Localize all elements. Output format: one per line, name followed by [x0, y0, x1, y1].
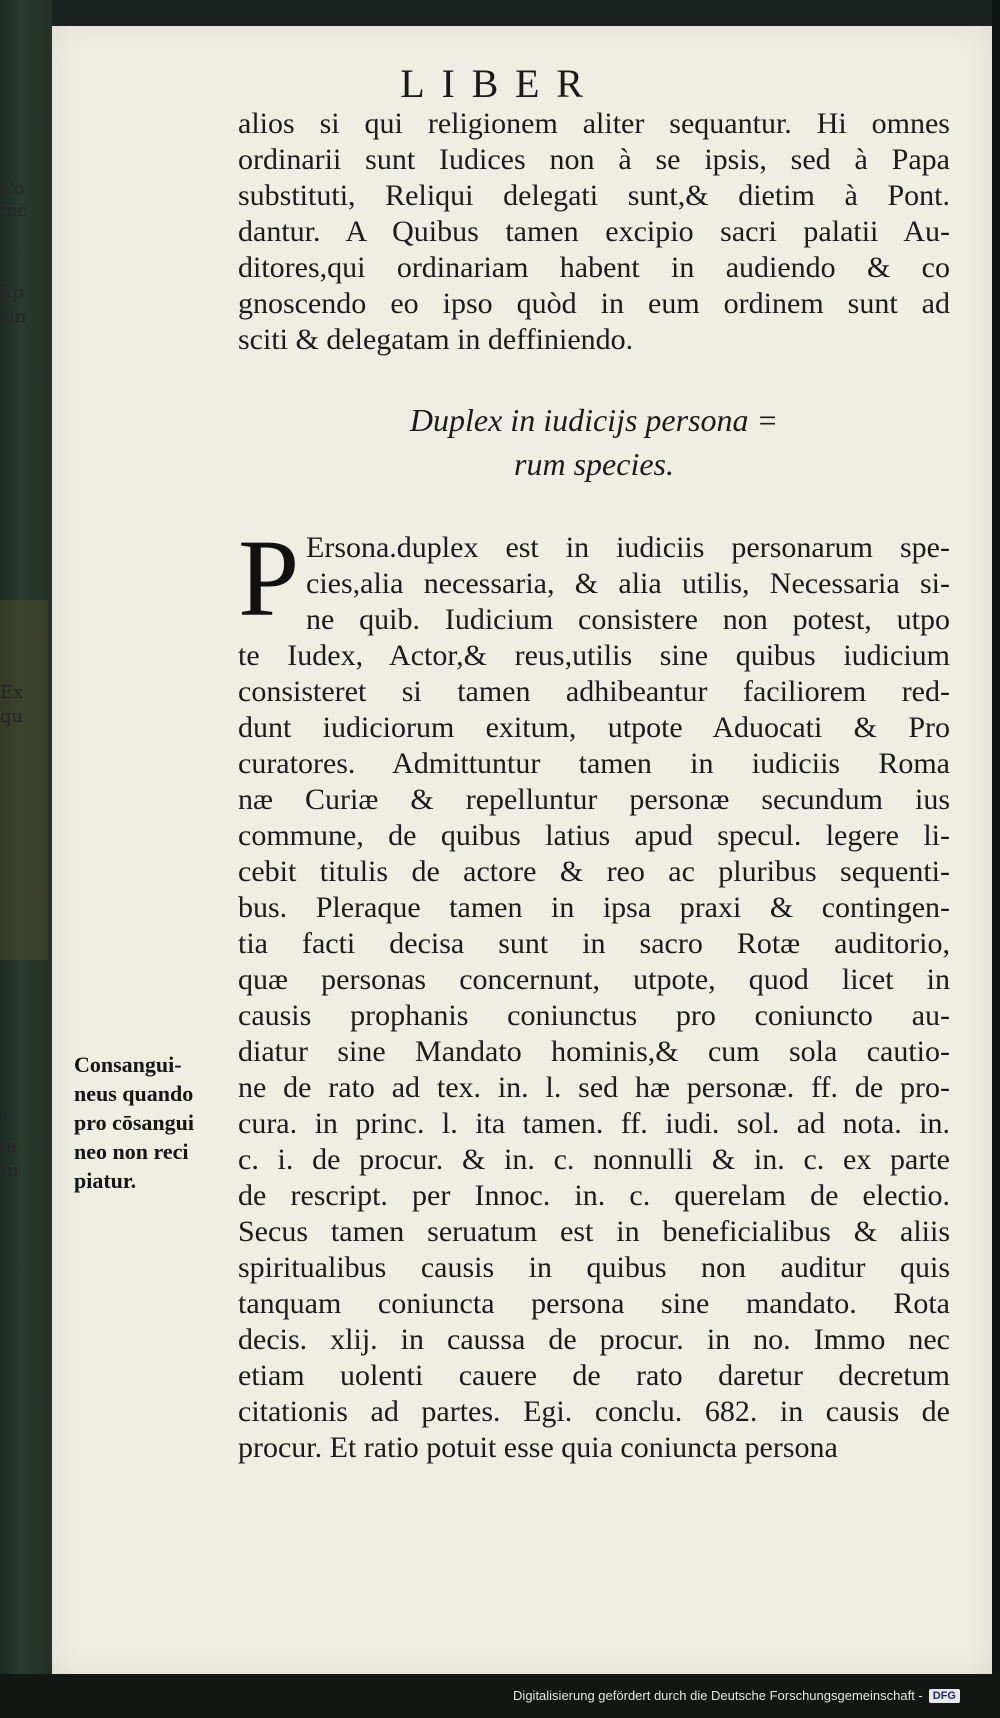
body-paragraph: [238, 517, 950, 1466]
text-line: spiritualibus causis in quibus non auditur quis: [238, 1251, 950, 1284]
bleed-fragment: dic: [0, 200, 28, 221]
text-line: cies,alia necessaria, & alia utilis, Necessaria si-: [306, 567, 950, 600]
text-line: procur. Et ratio potuit esse quia coniuncta persona: [238, 1431, 838, 1464]
heading-line: Duplex in iudicijs persona =: [409, 402, 779, 438]
text-line: bus. Pleraque tamen in ipsa praxi & contingen-: [238, 891, 950, 924]
bleed-fragment: T: [0, 1110, 13, 1131]
bleed-fragment: fa: [0, 1136, 18, 1157]
scan-right-edge: [992, 0, 1000, 1718]
text-line: tia facti decisa sunt in sacro Rotæ auditorio,: [238, 927, 950, 960]
text-line: Secus tamen seruatum est in beneficialibus & aliis: [238, 1215, 950, 1248]
bleed-fragment: Sp: [0, 282, 24, 303]
top-paragraph: [238, 106, 950, 358]
margin-note-line: Consangui-: [74, 1052, 182, 1077]
text-line: ne de rato ad tex. in. l. sed hæ personæ. ff. de pro-: [238, 1071, 950, 1104]
margin-note-line: neo non reci: [74, 1139, 189, 1164]
digitization-footer: [513, 1688, 960, 1703]
scan-left-edge: [0, 0, 52, 1718]
text-line: alios si qui religionem aliter sequantur. Hi omnes: [238, 107, 950, 140]
text-line: sciti & delegatam in deffiniendo.: [238, 323, 634, 356]
text-line: c. i. de procur. & in. c. nonnulli & in. c. ex parte: [238, 1143, 950, 1176]
text-line: gnoscendo eo ipso quòd in eum ordinem sunt ad: [238, 287, 950, 320]
margin-note: [74, 1050, 234, 1195]
running-head: LIBER: [400, 61, 600, 106]
text-line: te Iudex, Actor,& reus,utilis sine quibus iudicium: [238, 639, 950, 672]
text-line: diatur sine Mandato hominis,& cum sola cautio-: [238, 1035, 950, 1068]
bleed-fragment: sin: [0, 306, 27, 327]
footer-text: Digitalisierung gefördert durch die Deutsche Forschungsgemeinschaft -: [513, 1688, 923, 1703]
text-line: commune, de quibus latius apud specul. legere li-: [238, 819, 950, 852]
bleed-fragment: qu: [0, 706, 24, 727]
text-line: ne quib. Iudicium consistere non potest, utpo: [306, 603, 950, 636]
margin-note-line: pro cōsangui: [74, 1110, 195, 1135]
text-line: quæ personas concernunt, utpote, quod licet in: [238, 963, 950, 996]
text-line: cebit titulis de actore & reo ac pluribus sequenti-: [238, 855, 950, 888]
bleed-fragment: tu: [0, 1160, 19, 1181]
text-line: cura. in princ. l. ita tamen. ff. iudi. sol. ad nota. in.: [238, 1107, 950, 1140]
text-line: dantur. A Quibus tamen excipio sacri palatii Au-: [238, 215, 950, 248]
text-line: Ersona.duplex est in iudiciis personarum spe-: [306, 531, 950, 564]
text-line: ditores,qui ordinariam habent in audiendo & co: [238, 251, 950, 284]
margin-note-line: piatur.: [74, 1168, 137, 1193]
text-line: consisteret si tamen adhibeantur faciliorem red-: [238, 675, 950, 708]
drop-cap: P: [238, 517, 300, 639]
dfg-logo-icon: DFG: [929, 1689, 960, 1703]
text-line: decis. xlij. in caussa de procur. in no. Immo nec: [238, 1323, 950, 1356]
text-line: de rescript. per Innoc. in. c. querelam de electio.: [238, 1179, 950, 1212]
text-line: curatores. Admittuntur tamen in iudiciis Roma: [238, 747, 950, 780]
facing-page-sliver: [0, 600, 48, 960]
margin-note-line: neus quando: [74, 1081, 194, 1106]
text-line: tanquam coniuncta persona sine mandato. Rota: [238, 1287, 950, 1320]
heading-line: rum species.: [514, 446, 674, 482]
text-line: etiam uolenti cauere de rato daretur decretum: [238, 1359, 950, 1392]
bleed-fragment: Ex: [0, 682, 24, 703]
bleed-fragment: Co: [0, 178, 25, 199]
text-line: næ Curiæ & repelluntur personæ secundum ius: [238, 783, 950, 816]
section-heading: [238, 398, 950, 486]
text-line: dunt iudiciorum exitum, utpote Aduocati & Pro: [238, 711, 950, 744]
text-line: substituti, Reliqui delegati sunt,& dietim à Pont.: [238, 179, 950, 212]
text-line: citationis ad partes. Egi. conclu. 682. in causis de: [238, 1395, 950, 1428]
text-line: ordinarii sunt Iudices non à se ipsis, sed à Papa: [238, 143, 950, 176]
text-line: causis prophanis coniunctus pro coniuncto au-: [238, 999, 950, 1032]
